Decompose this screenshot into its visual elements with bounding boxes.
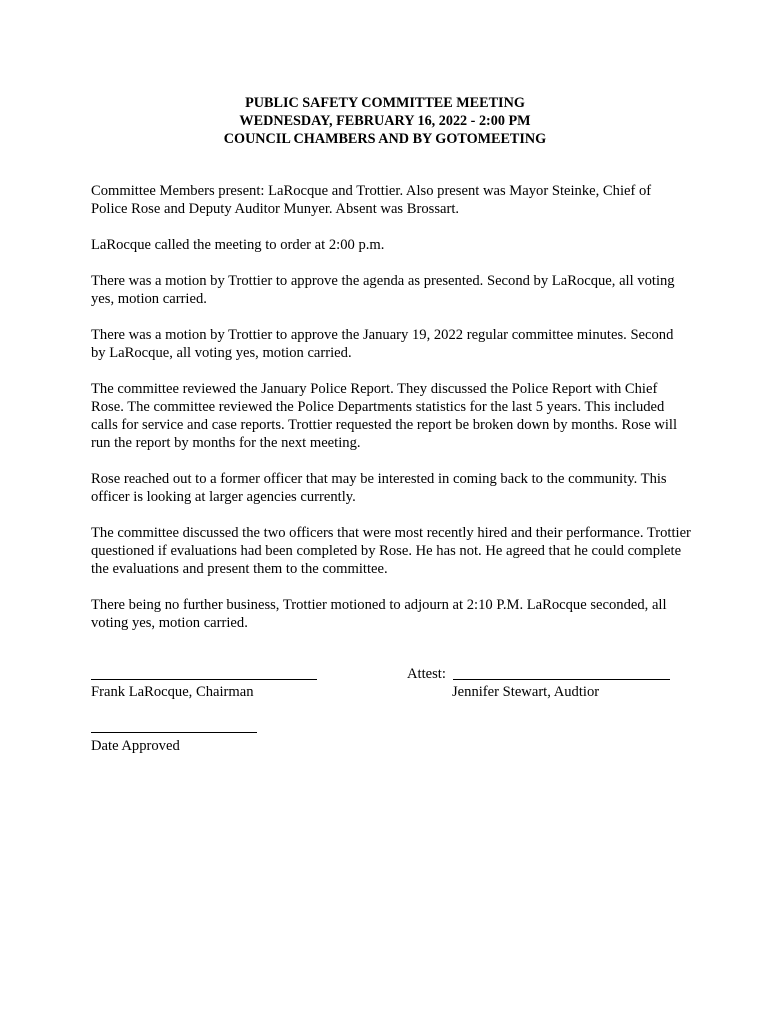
header-date: WEDNESDAY, FEBRUARY 16, 2022 - 2:00 PM — [239, 113, 531, 129]
date-approved-label: Date Approved — [91, 738, 180, 754]
auditor-name: Jennifer Stewart, Audtior — [452, 684, 600, 700]
header-location: COUNCIL CHAMBERS AND BY GOTOMEETING — [223, 131, 547, 147]
chairman-name: Frank LaRocque, Chairman — [91, 684, 254, 700]
paragraph-minutes-motion: There was a motion by Trottier to approve the January 19, 2022 regular committee minutes. Second by LaRocque, all voting yes, motion carried. — [91, 327, 674, 361]
chairman-signature-line — [91, 679, 317, 680]
minutes-body — [91, 182, 691, 650]
paragraph-officer-performance: The committee discussed the two officers that were most recently hired and their performance. Trottier questioned if evaluations had been completed by Rose. He has not. He agreed that he could complete the evaluations and present them to the committee. — [91, 525, 691, 577]
attest-label: Attest: — [407, 666, 446, 682]
paragraph-adjourn: There being no further business, Trottier motioned to adjourn at 2:10 P.M. LaRocque seconded, all voting yes, motion carried. — [91, 597, 667, 631]
auditor-signature-line — [453, 679, 670, 680]
paragraph-call-to-order: LaRocque called the meeting to order at 2:00 p.m. — [91, 237, 385, 253]
paragraph-police-report: The committee reviewed the January Police Report. They discussed the Police Report with Chief Rose. The committee reviewed the Police Departments statistics for the last 5 years. This included calls for service and case reports. Trottier requested the report be broken down by months. Rose will run the report by months for the next meeting. — [91, 381, 678, 451]
meeting-header — [0, 94, 770, 148]
paragraph-attendance: Committee Members present: LaRocque and Trottier. Also present was Mayor Steinke, Chief of Police Rose and Deputy Auditor Munyer. Absent was Brossart. — [91, 183, 652, 217]
date-approved-line — [91, 732, 257, 733]
header-title: PUBLIC SAFETY COMMITTEE MEETING — [245, 95, 525, 111]
paragraph-former-officer: Rose reached out to a former officer that may be interested in coming back to the community. This officer is looking at larger agencies currently. — [91, 471, 667, 505]
paragraph-agenda-motion: There was a motion by Trottier to approve the agenda as presented. Second by LaRocque, all voting yes, motion carried. — [91, 273, 675, 307]
